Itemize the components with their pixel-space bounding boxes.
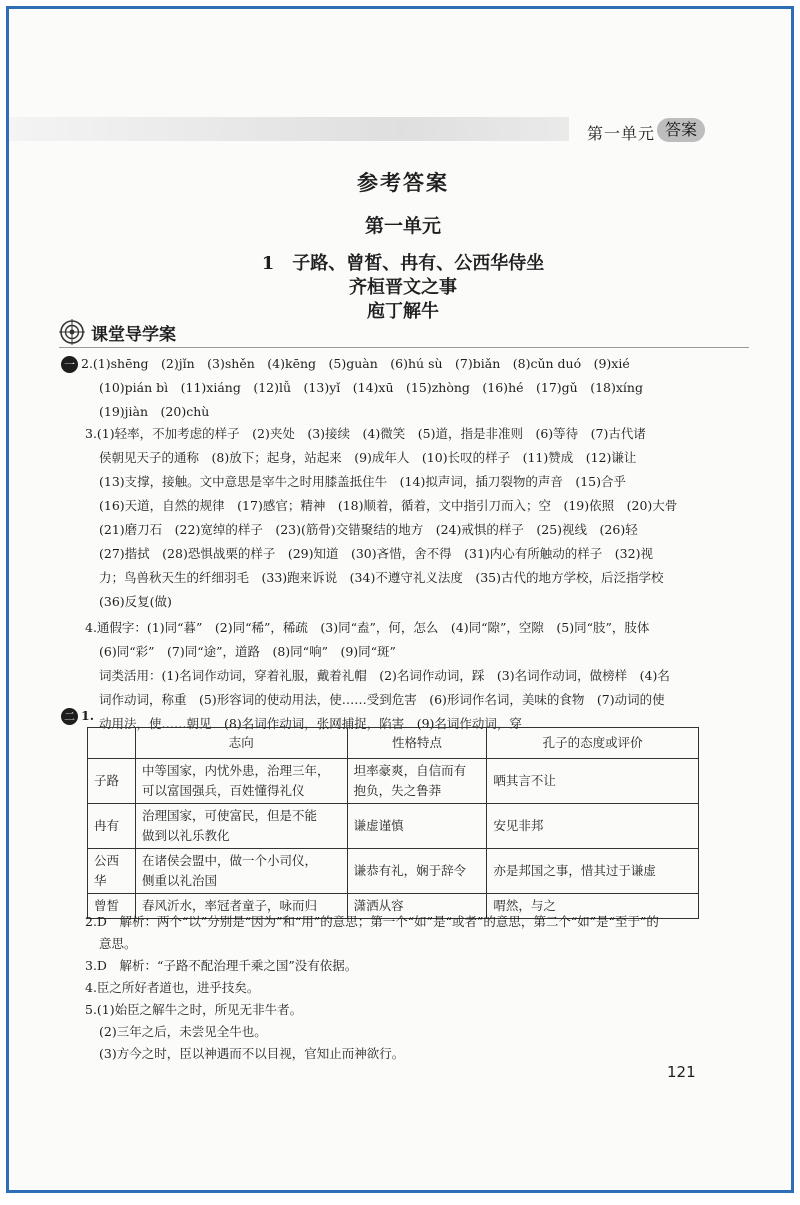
aspiration-cell [135, 759, 347, 804]
aspiration-text: 治理国家，可使富民，但是不能 [141, 808, 317, 823]
character-cell [347, 849, 487, 894]
table-row [88, 849, 699, 894]
evaluation-cell: 安见非邦 [487, 804, 699, 849]
character-text: 抱负，失之鲁莽 [353, 783, 442, 798]
q4-line: (6)同“彩” (7)同“途”，道路 (8)同“响” (9)同“斑” [99, 644, 396, 659]
character-cell [347, 759, 487, 804]
section-header [59, 319, 176, 345]
character-text: 潇洒从容 [353, 898, 404, 913]
q2-line: (10)pián bì (11)xiáng (12)lǚ (13)yǐ (14)xū (15)zhòng (16)hé (17)gǔ (18)xíng [99, 380, 643, 395]
aspiration-text: 侧重以礼治国 [141, 873, 217, 888]
person-name: 曾皙 [88, 894, 136, 919]
header-unit-label: 第一单元 [587, 124, 656, 143]
aspiration-cell [135, 804, 347, 849]
lesson-title-2: 齐桓晋文之事 [349, 277, 457, 298]
evaluation-cell: 喟然，与之 [487, 894, 699, 919]
q3-line: 3.(1)轻率，不加考虑的样子 (2)夹处 (3)接续 (4)微笑 (5)道，指是非准则 (6)等待 (7)古代诸 [85, 426, 646, 441]
page-number: 121 [667, 1063, 696, 1081]
table-header-cell: 性格特点 [347, 728, 487, 759]
section-title: 课堂导学案 [91, 324, 176, 345]
page-title: 参考答案 [357, 170, 449, 195]
person-name: 冉有 [88, 804, 136, 849]
character-comparison-table [87, 727, 699, 919]
answer-line: 5.(1)始臣之解牛之时，所见无非牛者。 [85, 1002, 303, 1017]
lesson-title-3: 庖丁解牛 [367, 301, 439, 322]
aspiration-text: 在诸侯会盟中，做一个小司仪， [141, 853, 317, 868]
character-text: 谦虚谨慎 [353, 818, 404, 833]
character-cell [347, 804, 487, 849]
q3-line: (21)磨刀石 (22)宽绰的样子 (23)(筋骨)交错聚结的地方 (24)戒惧的样子 (25)视线 (26)轻 [99, 522, 638, 537]
table-header-cell: 孔子的态度或评价 [487, 728, 699, 759]
table-header-cell: 志向 [135, 728, 347, 759]
aspiration-text: 中等国家，内忧外患，治理三年， [141, 763, 330, 778]
q3-line: (16)天道，自然的规律 (17)感官；精神 (18)顺着，循着，文中指引刀而入；空 (19)依照 (20)大骨 [99, 498, 678, 513]
q4-line: 动用法，使……朝见 (8)名词作动词，张网捕捉，陷害 (9)名词作动词，穿 [99, 716, 522, 731]
header-band [9, 117, 569, 141]
table-header-row [88, 728, 699, 759]
q4-line: 词类活用：(1)名词作动词，穿着礼服，戴着礼帽 (2)名词作动词，踩 (3)名词作动词，做榜样 (4)名 [99, 668, 670, 683]
q2-line: 2.(1)shēng (2)jǐn (3)shěn (4)kēng (5)guàn (6)hú sù (7)biǎn (8)cǔn duó (9)xié [81, 356, 630, 371]
q3-line: (36)反复(做) [99, 594, 172, 609]
aspiration-text: 春风沂水，率冠者童子，咏而归 [141, 898, 317, 913]
q3-line: (27)揩拭 (28)恐惧战栗的样子 (29)知道 (30)吝惜，舍不得 (31)内心有所触动的样子 (32)视 [99, 546, 653, 561]
aspiration-text: 可以富国强兵，百姓懂得礼仪 [141, 783, 305, 798]
person-name: 子路 [88, 759, 136, 804]
answer-line: (3)方今之时，臣以神遇而不以目视，官知止而神欲行。 [99, 1046, 405, 1061]
answer-badge: 答案 [657, 118, 705, 142]
answer-line: 2.D 解析：两个“以”分别是“因为”和“用”的意思；第一个“如”是“或者”的意思，第二个“如”是“至于”的 [85, 914, 659, 929]
unit-title: 第一单元 [364, 215, 441, 237]
aspiration-cell [135, 849, 347, 894]
character-text: 坦率豪爽，自信而有 [353, 763, 467, 778]
character-text: 谦恭有礼，娴于辞令 [353, 863, 467, 878]
person-name: 公西华 [88, 849, 136, 894]
evaluation-cell: 哂其言不让 [487, 759, 699, 804]
part-one-marker: 一 [61, 356, 78, 373]
q3-line: 力；鸟兽秋天生的纤细羽毛 (33)跑来诉说 (34)不遵守礼义法度 (35)古代的地方学校，后泛指学校 [99, 570, 664, 585]
answer-line: 4.臣之所好者道也，进乎技矣。 [85, 980, 260, 995]
part-two-q1-label: 1. [81, 708, 95, 723]
section-divider [59, 347, 749, 348]
answer-page [6, 6, 794, 1193]
lesson-title-1: 1 子路、曾皙、冉有、公西华侍坐 [261, 253, 545, 274]
target-icon [59, 319, 85, 345]
answer-line: (2)三年之后，未尝见全牛也。 [99, 1024, 267, 1039]
table-header-cell [88, 728, 136, 759]
aspiration-text: 做到以礼乐教化 [141, 828, 230, 843]
evaluation-cell: 亦是邦国之事，惜其过于谦虚 [487, 849, 699, 894]
q3-line: (13)支撑，接触。文中意思是宰牛之时用膝盖抵住牛 (14)拟声词，插刀裂物的声音 (15)合乎 [99, 474, 626, 489]
table-row [88, 759, 699, 804]
answer-line: 意思。 [99, 936, 137, 951]
q4-line: 词作动词，称重 (5)形容词的使动用法，使……受到危害 (6)形词作名词，美味的食物 (7)动词的使 [99, 692, 665, 707]
q2-line: (19)jiàn (20)chù [99, 404, 210, 419]
table-row [88, 804, 699, 849]
q3-line: 侯朝见天子的通称 (8)放下；起身，站起来 (9)成年人 (10)长叹的样子 (11)赞成 (12)谦让 [99, 450, 637, 465]
q4-line: 4.通假字：(1)同“暮” (2)同“稀”，稀疏 (3)同“盍”，何，怎么 (4)同“隙”，空隙 (5)同“肢”，肢体 [85, 620, 650, 635]
part-two-marker: 二 [61, 708, 78, 725]
answer-line: 3.D 解析：“子路不配治理千乘之国”没有依据。 [85, 958, 358, 973]
